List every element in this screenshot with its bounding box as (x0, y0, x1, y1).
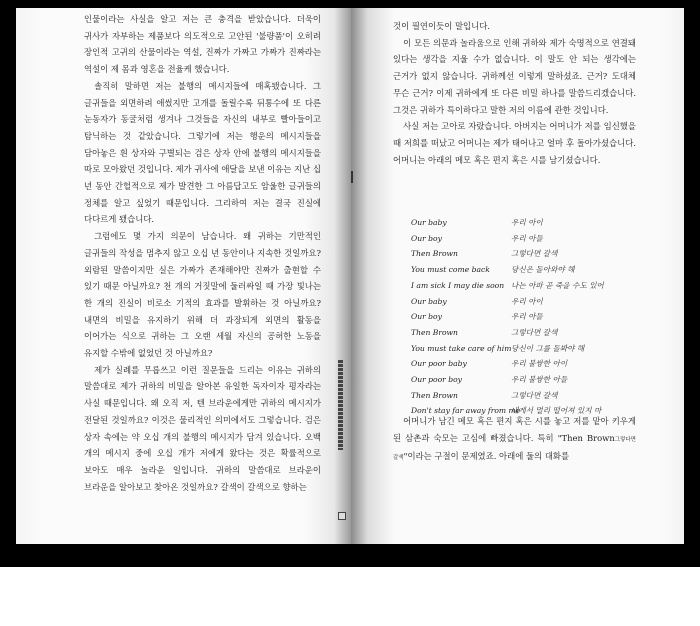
right-page-text-after-poem (393, 413, 636, 467)
paragraph-part: "이라는 구절이 문제였죠. 아래에 둘의 대화를 (403, 451, 570, 462)
poem-line-english: Our poor baby (411, 359, 467, 369)
poem-line (411, 215, 661, 231)
left-page-text (84, 11, 321, 495)
poem-line-english: You must come back (411, 265, 490, 275)
poem-line (411, 278, 661, 294)
paragraph: 사실 저는 고아로 자랐습니다. 아버지는 어머니가 저를 임신했을 때 저희를 떠났고 어머니는 제가 태어나고 얼마 후 돌아가셨습니다. 어머니는 아래의 메모 혹은 편지 혹은 시를 남기셨습니다. (393, 121, 636, 165)
poem-line-english: Then Brown (411, 249, 458, 259)
poem-line-korean: 우리 아이 (511, 218, 543, 227)
paragraph: 이 모든 의문과 놀라움으로 인해 귀하와 제가 숙명적으로 연결돼 있다는 생각을 지울 수가 없습니다. 이 말도 안 되는 생각에는 근거가 없지 않습니다. 귀하께선 이렇게 말하셨죠. 근거? 도대체 무슨 근거? 이제 귀하에게 또 다른 비밀 하나를 말씀드리겠습니다. 그것은 귀하가 특이하다고 말한 저의 이름에 관한 것입니다. (393, 37, 636, 115)
poem-line-korean: 우리 아들 (511, 233, 543, 243)
poem-line (411, 372, 661, 388)
poem-line-english: You must take care of him (411, 343, 512, 353)
left-page (16, 8, 351, 544)
right-page-text (393, 18, 636, 168)
poem-line (411, 356, 661, 372)
poem-line-english: Then Brown (411, 390, 458, 400)
page-corner-mark (338, 512, 346, 520)
poem-line (411, 246, 661, 262)
right-page (351, 8, 684, 544)
poem-line-english: Then Brown (411, 327, 458, 337)
poem-line-korean: 우리 불쌍한 아들 (511, 375, 568, 385)
poem-line (411, 341, 661, 357)
paragraph: 것이 필연이듯이 말입니다. (393, 21, 490, 31)
poem-line-korean: 우리 불쌍한 아이 (511, 359, 568, 369)
poem-line-korean: 나는 아파 곧 죽을 수도 있어 (511, 280, 604, 290)
paragraph: 제가 실례를 무릅쓰고 이런 질문들을 드리는 이유는 귀하의 말씀대로 제가 귀하의 비밀을 알아본 유일한 독자이자 평자라는 사실 때문입니다. 왜 오직 저, 텐 브라운에게만 귀하의 메시지가 전달된 것일까요? 이것은 물리적인 의미에서도 그렇습니다. 검은 상자 속에는 약 오십 개의 불행의 메시지가 담겨 있습니다. 오백 개의 메시지 중에 오십 개가 저에게 왔다는 것은 확률적으로 보아도 매우 놀라운 일입니다. 귀하의 말씀대로 브라운이 브라운을 알아보고 찾아온 것일까요? 갈색이 갈색으로 향하는 (84, 364, 321, 492)
poem-line-korean: 그렇다면 갈색 (511, 327, 558, 337)
poem-line-korean: 그렇다면 갈색 (511, 390, 558, 400)
poem-line (411, 325, 661, 341)
poem-line-english: Our baby (411, 296, 447, 306)
poem-line-english: Our baby (411, 218, 447, 227)
poem-line (411, 231, 661, 247)
poem-line-english: Our poor boy (411, 375, 462, 385)
poem-line-korean: 당신이 그를 돌봐야 해 (511, 343, 585, 353)
paragraph (393, 413, 636, 467)
poem-line-english: Don't stay far away from me (411, 406, 521, 416)
poem-line (411, 294, 661, 310)
spine-barcode-mark (338, 360, 343, 450)
poem-line-english: Our boy (411, 312, 442, 322)
poem-line-korean: 우리 아이 (511, 296, 543, 306)
mother-note-poem (411, 215, 661, 419)
paragraph: 그럼에도 몇 가지 의문이 남습니다. 왜 귀하는 기만적인 글귀들의 작성을 멈추지 않고 오십 년 동안이나 지속한 것일까요? 외람된 말씀이지만 실은 가짜가 존재해야만 진짜가 출현할 수 있기 때문 아닐까요? 천 개의 거짓말에 둘러싸일 때 가장 빛나는 한 개의 진실이 비로소 기적의 효과를 발휘하는 것 아닐까요? 내면의 비밀을 유지하기 위해 더 과장되게 외면의 활동을 이어가는 식으로 귀하는 그 오랜 세월 자신의 공허한 노동을 유지할 수밖에 없었던 것 아닐까요? (84, 231, 321, 359)
inline-translation: 그렇다면 갈색 (393, 436, 636, 462)
poem-line-korean: 우리 아들 (511, 312, 543, 322)
poem-line (411, 388, 661, 404)
paragraph: 솔직히 말하면 저는 불행의 메시지들에 매혹됐습니다. 그 글귀들을 외면하려 애썼지만 고개를 돌릴수록 뒤통수에 또 다른 눈동자가 동굴처럼 생겨나 그것들을 자신의 내부로 빨아들이고 탐닉하는 것 같았습니다. 그렇기에 저는 행운의 메시지들을 담아놓은 흰 상자와 구별되는 검은 상자 안에 불행의 메시지들을 따로 모아왔던 것입니다. 제가 귀사에 애달을 보낸 이유는 지난 십 년 동안 간헐적으로 제가 발견한 그 아름답고도 암울한 글귀들의 정체를 알고 싶었기 때문입니다. 그리하여 저는 결국 진실에 다다르게 됐습니다. (84, 80, 321, 225)
paragraph: 인물이라는 사실을 알고 저는 큰 충격을 받았습니다. 더욱이 귀사가 자부하는 제품보다 의도적으로 고안된 '불량품'이 오히려 장인적 고귀의 산물이라는 역설, 진짜가 가짜고 가짜가 진짜라는 역설이 제 몸과 영혼을 전율케 했습니다. (84, 14, 321, 75)
poem-line-korean: 내게서 멀리 떨어져 있지 마 (511, 406, 602, 416)
poem-line-english: I am sick I may die soon (411, 280, 505, 290)
paragraph-part: 어머니가 남긴 메모 혹은 편지 혹은 시를 놓고 저를 맡아 키우게 된 삼촌과 숙모는 고심에 빠졌습니다. 특히 "Then Brown (393, 416, 636, 443)
poem-line (411, 262, 661, 278)
poem-line (411, 309, 661, 325)
poem-line-korean: 당신은 돌아와야 해 (511, 265, 575, 275)
poem-line-korean: 그렇다면 갈색 (511, 249, 558, 259)
spine-mark (351, 171, 353, 183)
poem-line-english: Our boy (411, 233, 442, 243)
